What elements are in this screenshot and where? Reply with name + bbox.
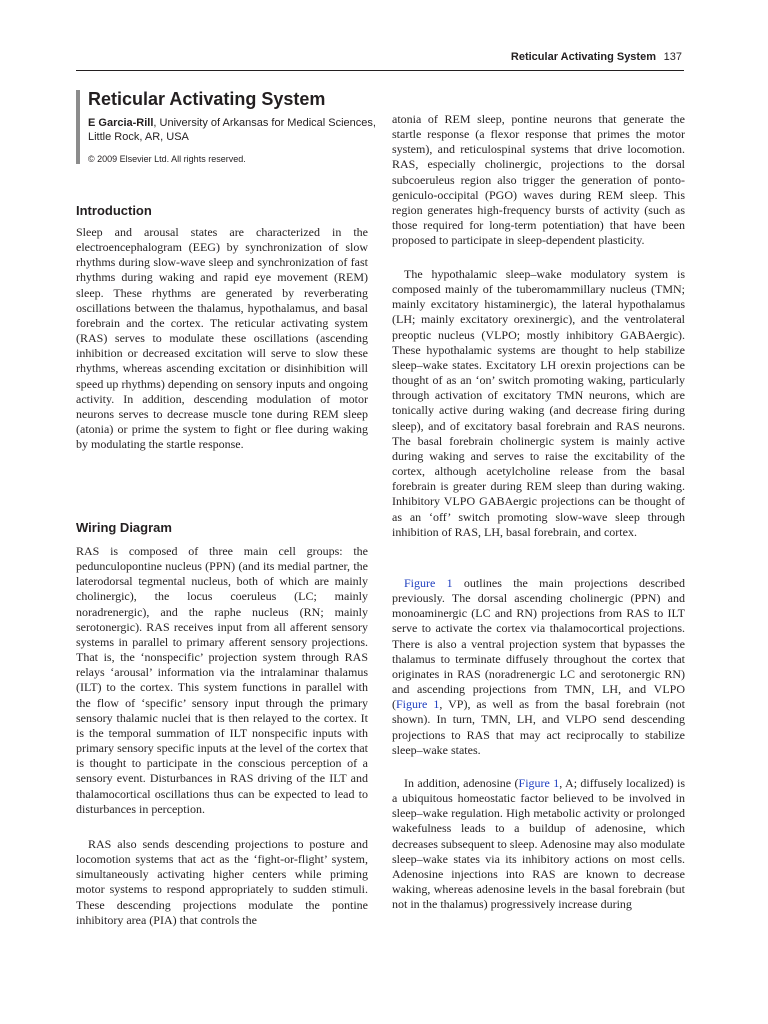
paragraph-right-1: atonia of REM sleep, pontine neurons that generate the startle response (a flexor response that primes the motor system), and reticulospinal systems that drive locomotion. RAS, especially cholinergic, projections to the dorsal subcoeruleus region also trigger the generation of ponto-geniculo-occipital (PGO) waves during REM sleep. This region generates high-frequency bursts of activity (such as those required for long-term potentiation) that have been proposed to participate in sleep-dependent plasticity.	[392, 112, 685, 248]
title-block	[76, 90, 378, 164]
author-affiliation	[88, 116, 378, 144]
affiliation-text: , University of Arkansas for Medical Sciences, Little Rock, AR, USA	[88, 117, 376, 143]
section-heading-introduction: Introduction	[76, 203, 152, 218]
author-name: E Garcia-Rill	[88, 117, 154, 129]
paragraph-right-3: Figure 1 outlines the main projections described previously. The dorsal ascending cholinergic (PPN) and monoaminergic (LC and RN) projections from RAS to ILT serve to activate the cortex via thalamocortical projections. There is also a ventral projection system that bypasses the thalamus to terminate diffusely throughout the cortex that originates in RAS (noradrenergic LC and serotonergic RN) and ascending projections from TMN, LH, and VLPO (Figure 1, VP), as well as from the basal forebrain (not shown). In turn, TMN, LH, and VLPO send descending projections to RAS that may act reciprocally to stabilize sleep–wake states.	[392, 576, 685, 757]
figure-link[interactable]: Figure 1	[518, 776, 560, 790]
paragraph-introduction: Sleep and arousal states are characterized in the electroencephalogram (EEG) by synchronization of slow rhythms during slow-wave sleep and synchronization of fast rhythms during waking and rapid eye movement (REM) sleep. These rhythms are generated by reverberating oscillations between the thalamus, hypothalamus, and basal forebrain and the cortex. The reticular activating system (RAS) serves to modulate these oscillations (ascending inhibition or decreased excitation will serve to slow these rhythms, whereas ascending excitation or disinhibition will speed up rhythms) depending on sensory inputs and ongoing activity. In addition, descending modulation of motor neurons serves to decrease muscle tone during REM sleep (atonia) or prime the system to fight or flee during waking by modulating the startle response.	[76, 225, 368, 452]
section-heading-wiring-diagram: Wiring Diagram	[76, 520, 172, 535]
page-number: 137	[663, 51, 682, 63]
paragraph-wiring-2: RAS also sends descending projections to posture and locomotion systems that act as the ‘fight-or-flight’ system, simultaneously activating higher centers while priming motor systems to respond appropriately to sudden stimuli. These descending projections modulate the pontine inhibitory area (PIA) that controls the	[76, 837, 368, 927]
figure-link[interactable]: Figure 1	[404, 576, 453, 590]
paragraph-right-4: In addition, adenosine (Figure 1, A; diffusely localized) is a ubiquitous homeostatic factor believed to be involved in sleep–wake regulation. High metabolic activity or prolonged wakefulness leads to a buildup of adenosine, which decreases subsequent to sleep. Adenosine may also modulate sleep–wake states via its inhibitory actions on most cells. Adenosine injections into RAS are known to decrease waking, whereas adenosine levels in the basal forebrain (but not in the thalamus) progressively increase during	[392, 776, 685, 912]
article-title: Reticular Activating System	[88, 89, 326, 109]
running-head	[76, 48, 684, 71]
paragraph-wiring-1: RAS is composed of three main cell groups: the pedunculopontine nucleus (PPN) (and its medial partner, the laterodorsal tegmental nucleus, both of which are mainly cholinergic), the locus coeruleus (LC; mainly noradrenergic), and the raphe nucleus (RN; mainly serotonergic). RAS receives input from all afferent sensory systems in parallel to primary afferent sensory projections. That is, the ‘nonspecific’ projection system through RAS relays ‘arousal’ information via the intralaminar thalamus (ILT) to the cortex. This system functions in parallel with the flow of ‘specific’ sensory input through the primary sensory thalamic nuclei that is then relayed to the cortex. It is the temporal summation of ILT nonspecific inputs with primary sensory specific inputs at the level of the cortex that is thought to participate in the conscious perception of a sensory event. Disturbances in RAS driving of the ILT and thalamocortical oscillations thus can be expected to lead to disturbances in perception.	[76, 544, 368, 816]
copyright-notice: © 2009 Elsevier Ltd. All rights reserved.	[88, 154, 246, 164]
running-head-title: Reticular Activating System	[510, 51, 656, 63]
figure-link[interactable]: Figure 1	[396, 697, 440, 712]
paragraph-right-2: The hypothalamic sleep–wake modulatory system is composed mainly of the tuberomammillary nucleus (TMN; mainly excitatory histaminergic), the lateral hypothalamus (LH; mainly excitatory orexinergic), and the ventrolateral preoptic nucleus (VLPO; mostly inhibitory GABAergic). These hypothalamic systems are thought to help stabilize sleep–wake states. Excitatory LH orexin projections can be thought of as an ‘on’ switch promoting waking, particularly through activation of excitatory TMN neurons, which are tonically active during waking (and decrease firing during sleep), and of excitatory basal forebrain and RAS neurons. The basal forebrain cholinergic system is mainly active during waking and serves to raise the excitability of the cortex, although acetylcholine release from the basal forebrain is greater during REM sleep than during waking. Inhibitory VLPO GABAergic projections can be thought of as an ‘off’ switch promoting slow-wave sleep through inhibition of RAS, LH, basal forebrain, and cortex.	[392, 267, 685, 539]
